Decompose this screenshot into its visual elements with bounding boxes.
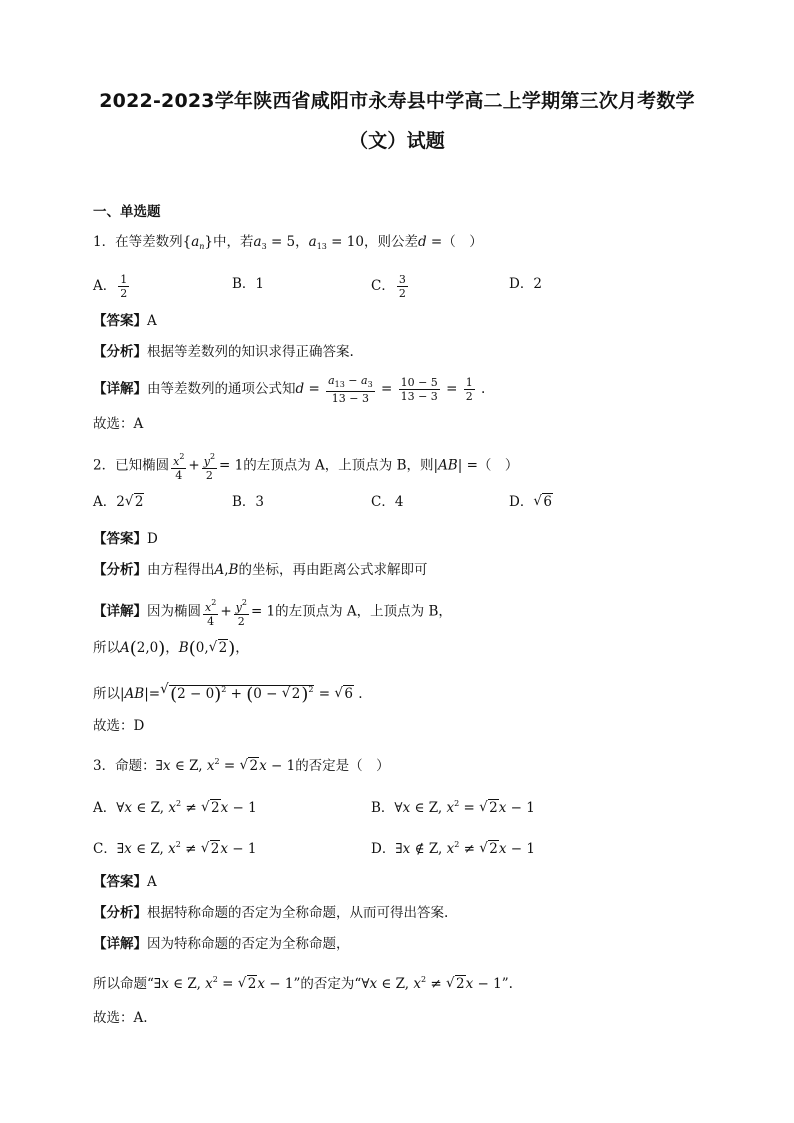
question-2-option-c: C．4 bbox=[371, 494, 404, 510]
question-1-detail: 【详解】由等差数列的通项公式知d = $\frac{a_{13} - a_3}{13 - 3}$ = $\frac{10 - 5}{13 - 3}$ = $\frac{1}{2}$ . bbox=[93, 374, 486, 405]
question-3-option-b: B．∀x ∈ Z, $x^2$ = √ 2x − 1 bbox=[371, 794, 535, 818]
question-3-conclusion: 故选：A. bbox=[93, 1010, 148, 1026]
question-2-option-a: A．2√ 2 bbox=[93, 492, 144, 512]
question-1-conclusion: 故选：A bbox=[93, 416, 144, 432]
question-3-option-c: C．∃x ∈ Z, $x^2$ ≠ √ 2x − 1 bbox=[93, 835, 256, 859]
question-2-detail: 【详解】因为椭圆 $\frac{x^2}{4}$ + $\frac{y^2}{2}$ = 1的左顶点为 A，上顶点为 B， bbox=[93, 598, 452, 628]
question-2-coordinates: 所以A(2,0)，B(0,√ 2)， bbox=[93, 638, 249, 659]
document-title-line2: （文）试题 bbox=[348, 130, 445, 152]
question-2-stem: 2．已知椭圆 $\frac{x^2}{4}$ + $\frac{y^2}{2}$ = 1的左顶点为 A，上顶点为 B，则|AB| =（ ） bbox=[93, 452, 519, 482]
question-3-negation: 所以命题“∃x ∈ Z, $x^2$ = √ 2x − 1”的否定为“∀x ∈ Z, $x^2$ ≠ √ 2x − 1”. bbox=[93, 970, 513, 994]
question-1-option-d: D．2 bbox=[509, 276, 542, 292]
section-heading: 一、单选题 bbox=[93, 204, 161, 220]
question-1-option-c: C． $\frac{3}{2}$ bbox=[371, 273, 406, 300]
question-3-stem: 3．命题：∃x ∈ Z, $x^2$ = √ 2x − 1的否定是（ ） bbox=[93, 752, 390, 776]
question-1-option-a: A． $\frac{1}{2}$ bbox=[93, 273, 128, 300]
document-title: 2022-2023学年陕西省咸阳市永寿县中学高二上学期第三次月考数学 bbox=[99, 90, 695, 112]
question-2-analysis: 【分析】由方程得出A,B的坐标，再由距离公式求解即可 bbox=[93, 562, 428, 578]
question-1-answer: 【答案】A bbox=[93, 313, 157, 329]
question-2-option-b: B．3 bbox=[232, 494, 265, 510]
question-2-conclusion: 故选：D bbox=[93, 718, 145, 734]
question-1-stem: 1．在等差数列$\{a_n\}$中，若$a_3 = 5$，$a_{13} = 10$，则公差d =（ ） bbox=[93, 234, 483, 251]
question-2-distance: 所以|AB|=√ $(2 - 0)^2 + (0$ − √ 2)$^2$ = √ 6 . bbox=[93, 680, 363, 705]
question-2-option-d: D．√ 6 bbox=[509, 492, 553, 512]
question-1-option-b: B．1 bbox=[232, 276, 265, 292]
question-2-answer: 【答案】D bbox=[93, 531, 158, 547]
question-3-detail: 【详解】因为特称命题的否定为全称命题， bbox=[93, 936, 350, 952]
question-3-analysis: 【分析】根据特称命题的否定为全称命题，从而可得出答案. bbox=[93, 905, 449, 921]
question-3-option-d: D．∃x ∉ Z, $x^2$ ≠ √ 2x − 1 bbox=[371, 835, 535, 859]
question-1-analysis: 【分析】根据等差数列的知识求得正确答案. bbox=[93, 344, 354, 360]
question-3-option-a: A．∀x ∈ Z, $x^2$ ≠ √ 2x − 1 bbox=[93, 794, 257, 818]
question-3-answer: 【答案】A bbox=[93, 874, 157, 890]
